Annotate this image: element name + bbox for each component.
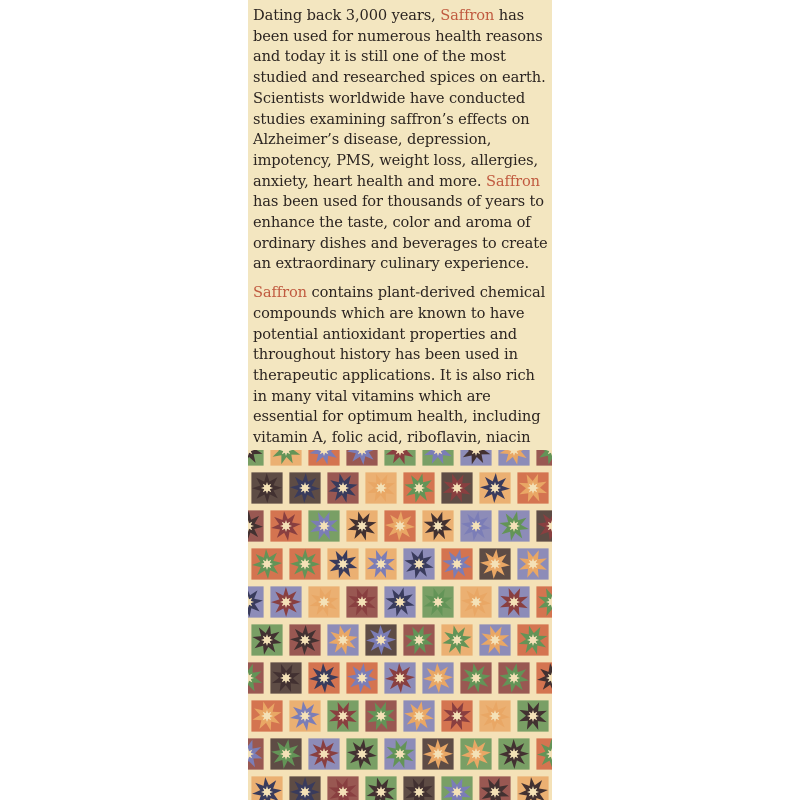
saffron-highlight: Saffron [486, 172, 540, 190]
saffron-highlight: Saffron [253, 284, 307, 302]
text-run: Dating back 3,000 years, [253, 7, 441, 24]
moroccan-tile-pattern [248, 450, 552, 800]
saffron-info-panel [248, 0, 552, 800]
text-run: has been used for thousands of years to enhance the taste, color and aroma of ordinary dishes and beverages to create an extraordinary culinary experience. [253, 193, 548, 273]
paragraph-2 [253, 283, 549, 469]
text-run: contains plant-derived chemical compounds which are known to have potential antioxidant properties and throughout history has been used in therapeutic applications. It is also rich in many vital vitamins which are essential for optimum health, including vitamin A, folic acid, riboflavin, niacin [253, 284, 546, 447]
text-run: has been used for numerous health reasons and today it is still one of the most studied and researched spices on earth. Scientists worldwide have conducted studies examining saffron’s effects on Alzheimer’s disease, depression, impotency, PMS, weight loss, allergies, anxiety, heart health and more. [253, 7, 546, 190]
saffron-highlight: Saffron [440, 7, 495, 24]
saffron-description [253, 6, 549, 477]
paragraph-1 [253, 6, 549, 275]
